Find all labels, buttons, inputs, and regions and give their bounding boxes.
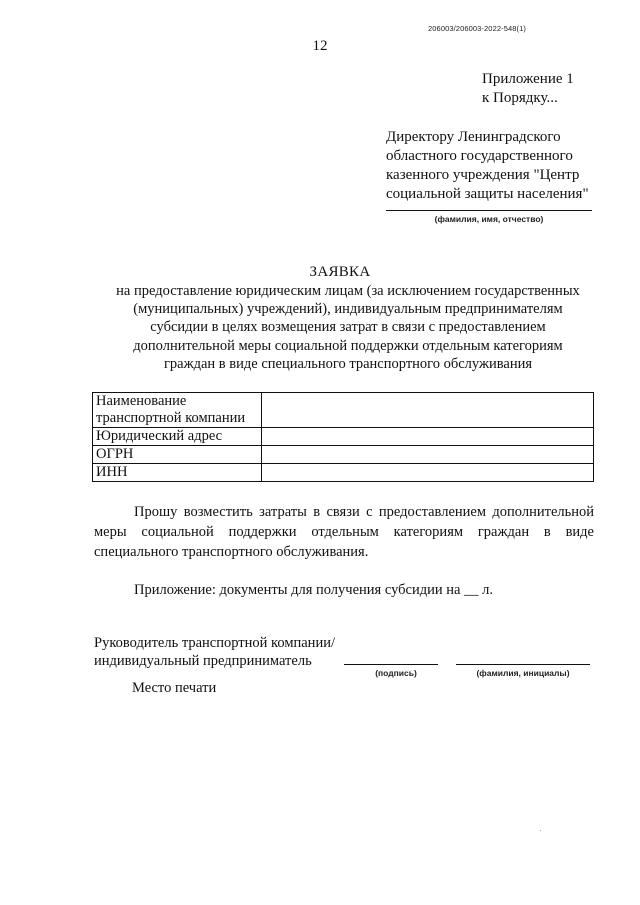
appendix-reference <box>482 70 574 108</box>
subtitle-line: (муниципальных) учреждений), индивидуальным предпринимателям <box>133 301 563 318</box>
page-number: 12 <box>312 38 328 54</box>
scan-speck <box>540 830 541 831</box>
name-initials-line <box>456 664 590 665</box>
inn-value[interactable] <box>262 464 594 482</box>
addressee-line: областного государственного <box>386 148 573 164</box>
subtitle-line: субсидии в целях возмещения затрат в связи с предоставлением <box>150 319 546 336</box>
attachment-note: Приложение: документы для получения субсидии на __ л. <box>134 582 494 598</box>
stamp-place: Место печати <box>132 680 217 696</box>
subtitle-line: граждан в виде специального транспортного обслуживания <box>163 355 533 372</box>
inn-label: ИНН <box>93 464 262 482</box>
company-info-table <box>92 392 594 482</box>
table-row <box>93 446 594 464</box>
table-row <box>93 464 594 482</box>
ogrn-label: ОГРН <box>93 446 262 464</box>
table-row <box>93 428 594 446</box>
addressee-block <box>386 128 589 204</box>
subtitle-line: дополнительной меры социальной поддержки отдельным категориям <box>133 337 563 354</box>
addressee-name-line <box>386 210 592 211</box>
legal-address-label: Юридический адрес <box>93 428 262 446</box>
ogrn-value[interactable] <box>262 446 594 464</box>
addressee-line: Директору Ленинградского <box>386 129 561 145</box>
legal-address-value[interactable] <box>262 428 594 446</box>
addressee-line: казенного учреждения "Центр <box>386 167 580 183</box>
request-paragraph: Прошу возместить затраты в связи с предоставлением дополнительной меры социальной поддержки отдельным категориям граждан в виде специального транспортного обслуживания. <box>94 504 594 560</box>
table-row <box>93 393 594 428</box>
document-subtitle <box>60 282 636 373</box>
company-name-label: Наименование <box>96 393 187 409</box>
company-name-value[interactable] <box>262 393 594 428</box>
name-initials-caption: (фамилия, инициалы) <box>476 668 570 678</box>
addressee-line: социальной защиты населения" <box>386 186 589 202</box>
signatory-title <box>94 634 335 670</box>
document-id: 206003/206003-2022-548(1) <box>428 24 526 33</box>
company-name-label: транспортной компании <box>96 410 246 426</box>
appendix-line: Приложение 1 <box>482 71 574 87</box>
addressee-name-caption: (фамилия, имя, отчество) <box>434 214 544 224</box>
signature-caption: (подпись) <box>375 668 417 678</box>
signatory-line: Руководитель транспортной компании/ <box>94 635 335 651</box>
signatory-line: индивидуальный предприниматель <box>94 653 312 669</box>
appendix-line: к Порядку... <box>482 90 558 106</box>
table-label-cell <box>93 393 262 428</box>
document-title: ЗАЯВКА <box>309 264 371 280</box>
signature-line <box>344 664 438 665</box>
subtitle-line: на предоставление юридическим лицам (за исключением государственных <box>116 283 580 299</box>
